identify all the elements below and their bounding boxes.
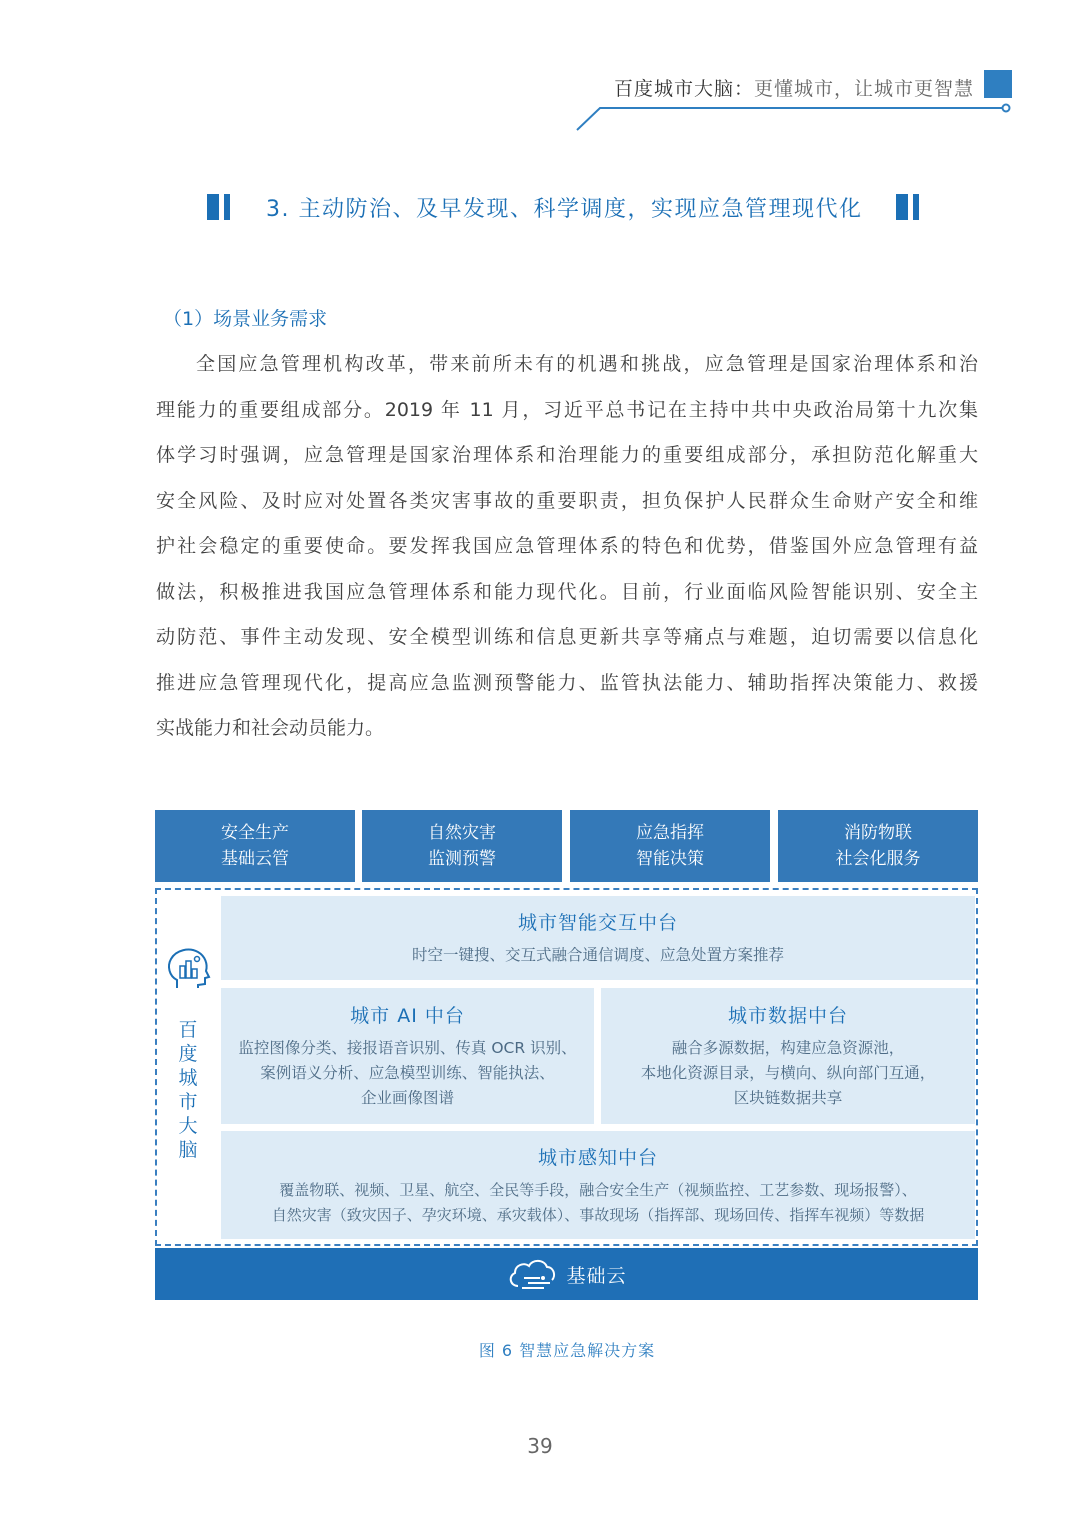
panel-desc-line: 本地化资源目录，与横向、纵向部门互通， [640,1064,936,1082]
heading-bars-icon [207,194,230,220]
panel-desc-line: 区块链数据共享 [733,1089,843,1107]
panel-desc-line: 企业画像图谱 [360,1089,454,1107]
panel-title: 城市智能交互中台 [517,912,678,934]
brain-label-char: 大 [178,1115,198,1137]
section-heading [0,190,1080,226]
panel-desc [641,1036,936,1111]
interaction-platform-panel [221,896,975,980]
scenario-line: 安全生产 [221,823,289,843]
scenario-line: 应急指挥 [636,823,704,843]
body-line: 安全风险、及时应对处置各类灾害事故的重要职责，担负保护人民群众生命财产安全和维 [156,489,978,512]
body-line: 护社会稳定的重要使命。要发挥我国应急管理体系的特色和优势，借鉴国外应急管理有益 [156,535,978,557]
scenario-box-natural-disaster [362,810,562,882]
header-title-sub: 更懂城市，让城市更智慧 [753,78,974,100]
scenario-line: 社会化服务 [835,849,921,869]
panel-desc-line: 自然灾害（致灾因子、孕灾环境、承灾载体）、事故现场（指挥部、现场回传、指挥车视频）等数据 [271,1205,925,1224]
perception-platform-panel [221,1131,975,1239]
city-brain-frame [155,888,978,1246]
panel-title: 城市 AI 中台 [350,1005,465,1027]
city-brain-label [175,1018,201,1162]
panel-desc: 时空一键搜、交互式融合通信调度、应急处置方案推荐 [411,946,784,964]
body-line: 动防范、事件主动发现、安全模型训练和信息更新共享等痛点与难题，迫切需要以信息化 [156,626,978,648]
panel-desc-line: 案例语义分析、应急模型训练、智能执法、 [260,1064,555,1082]
body-line: 推进应急管理现代化，提高应急监测预警能力、监管执法能力、辅助指挥决策能力、救援 [156,671,978,694]
scenario-line: 基础云管 [221,849,289,869]
scenario-line: 自然灾害 [428,823,496,843]
scenario-line: 消防物联 [844,823,912,843]
header-rule [0,0,1080,140]
solution-diagram [155,810,978,1300]
brain-label-char: 市 [178,1091,198,1113]
running-header [614,74,974,101]
scenario-box-fire-iot [778,810,978,882]
panel-desc-line: 监控图像分类、接报语音识别、传真 OCR 识别、 [238,1039,577,1057]
scenario-line: 智能决策 [636,849,704,869]
body-line: 做法，积极推进我国应急管理体系和能力现代化。目前，行业面临风险智能识别、安全主 [156,580,978,603]
panel-desc [272,1178,925,1228]
body-line: 理能力的重要组成部分。2019 年 11 月，习近平总书记在主持中共中央政治局第十九次集 [156,398,978,421]
body-line: 实战能力和社会动员能力。 [156,717,385,739]
panel-desc-line: 融合多源数据，构建应急资源池， [671,1039,905,1057]
header-title-main: 百度城市大脑： [613,78,754,100]
body-line: 体学习时强调，应急管理是国家治理体系和治理能力的重要组成部分，承担防范化解重大 [156,444,978,466]
brain-label-char: 城 [178,1067,198,1089]
brain-label-char: 脑 [178,1139,198,1161]
section-title: 3. 主动防治、及早发现、科学调度，实现应急管理现代化 [266,197,863,222]
base-cloud-bar [155,1248,978,1300]
panel-title: 城市感知中台 [537,1146,658,1169]
ai-platform-panel [221,988,594,1124]
brain-head-icon [163,944,213,994]
panel-desc-line: 覆盖物联、视频、卫星、航空、全民等手段，融合安全生产（视频监控、工艺参数、现场报警）、 [279,1180,917,1199]
body-line: 全国应急管理机构改革，带来前所未有的机遇和挑战，应急管理是国家治理体系和治 [196,353,978,375]
header-square-icon [984,70,1012,98]
cloud-icon [506,1256,558,1292]
body-paragraph [156,342,978,752]
panel-desc [238,1036,576,1111]
brain-label-char: 度 [178,1043,198,1065]
heading-bars-icon [896,194,919,220]
base-cloud-label: 基础云 [566,1264,627,1287]
subsection-title: （1）场景业务需求 [163,308,328,330]
scenario-line: 监测预警 [428,849,496,869]
brain-label-char: 百 [178,1019,198,1041]
panel-title: 城市数据中台 [727,1005,848,1027]
page-number: 39 [527,1434,553,1458]
scenario-box-emergency-command [570,810,770,882]
data-platform-panel [601,988,975,1124]
scenario-box-safety-production [155,810,355,882]
figure-caption: 图 6 智慧应急解决方案 [478,1341,656,1360]
